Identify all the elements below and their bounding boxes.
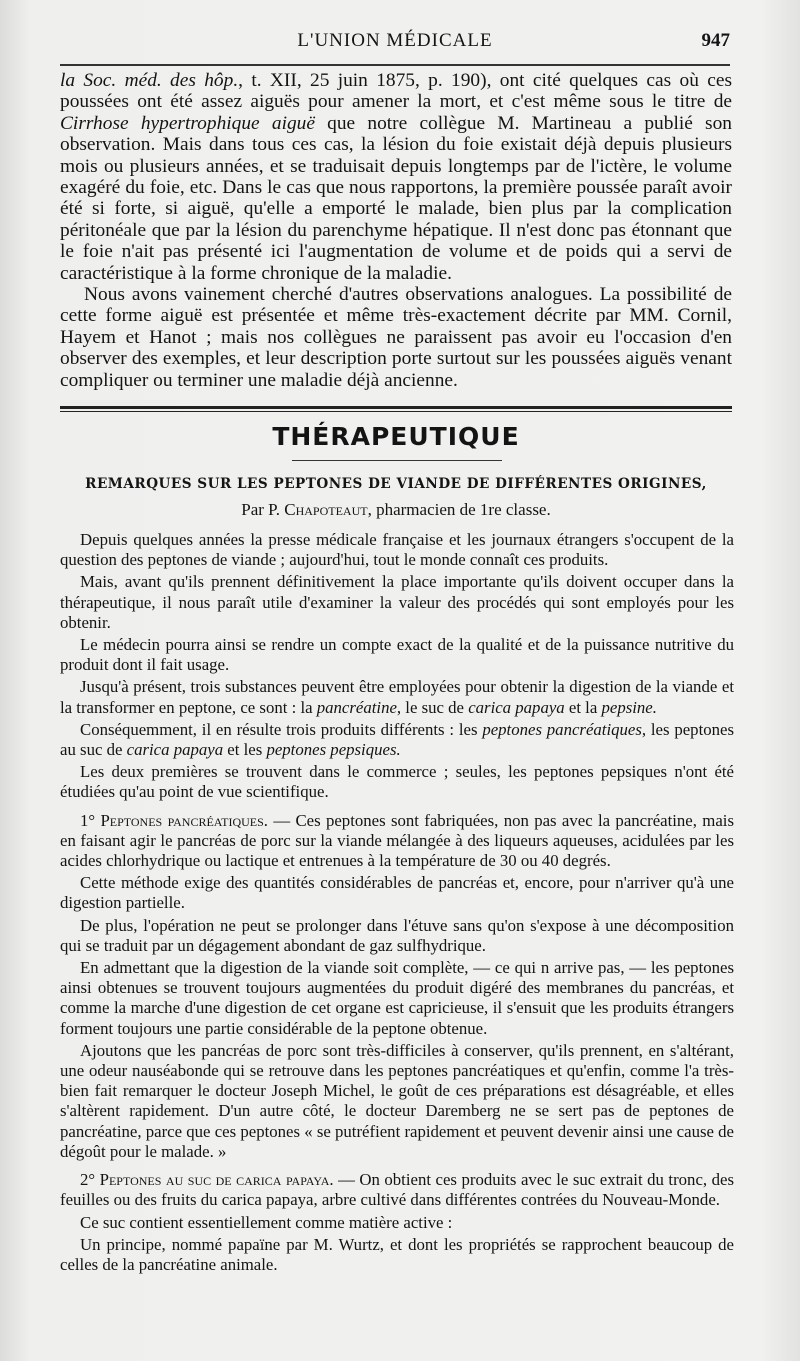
cited-title: Cirrhose hypertrophique aiguë — [60, 112, 315, 134]
header-rule — [60, 64, 730, 66]
paragraph — [60, 677, 734, 717]
term: peptones pepsiques. — [266, 740, 401, 760]
paragraph: Nous avons vainement cherché d'autres observations analogues. La possibilité de cette forme aiguë est présentée et même très-exactement décrite par MM. Cornil, Hayem et Hanot ; mais nos collègues ne paraissent pas avoir eu l'occasion d'en observer des exemples, et leur description porte surtout sur les poussées aiguës venant compliquer ou terminer une maladie déjà ancienne. — [60, 284, 732, 391]
paragraph: En admettant que la digestion de la viande soit complète, — ce qui n arrive pas, — les peptones ainsi obtenues se trouvent toujours augmentées du produit digéré des membranes du pancréas, et comme la marche d'une digestion de cet organe est capricieuse, il s'ensuit que les produits étrangers forment toujours une partie considérable de la peptone obtenue. — [60, 958, 734, 1038]
text-run: Jusqu'à présent, trois substances peuvent être employées pour obtenir la digestion de la viande et la transformer en peptone, ce sont : la — [60, 677, 734, 717]
text-run: , les peptones au suc de — [60, 719, 734, 760]
paragraph — [60, 720, 734, 760]
text-run: — Ces peptones sont fabriquées, non pas avec la pancréatine, mais en faisant agir le pancréas de porc sur la viande mélangée à des liqueurs aqueuses, acidulées par les acides chlorhydrique ou lactique et entrenues à la température de 30 ou 40 degrés. — [60, 810, 734, 871]
text-run: , le suc de — [396, 697, 469, 717]
text-run: et la — [564, 697, 602, 717]
text-run: que notre collègue M. Martineau a publié son observation. Mais dans tous ces cas, la lésion du foie existait déjà depuis plusieurs mois ou plusieurs années, et se traduisait depuis longtemps par de l'ictère, le volume exagéré du foie, etc. Dans le cas que nous rapportons, la première poussée paraît avoir été si forte, si aiguë, qu'elle a emporté le malade, bien plus par la complication péritonéale que par la lésion du parenchyme hépatique. Il n'est donc pas étonnant que le foie n'ait pas présenté ici l'augmentation de volume et de poids qui a servi de caractéristique à la forme chronique de la maladie. — [60, 112, 732, 284]
section-title: THÉRAPEUTIQUE — [272, 422, 520, 451]
term: carica papaya — [468, 697, 565, 717]
section-title-rule — [292, 460, 502, 461]
subsection-heading: 2° Peptones au suc de carica papaya. — [80, 1170, 334, 1190]
paragraph — [60, 1170, 734, 1210]
paragraph: Ce suc contient essentiellement comme matière active : — [80, 1212, 453, 1232]
paragraph — [60, 70, 732, 284]
text-run: et les — [223, 740, 267, 760]
text-run: , t. XII, 25 juin 1875, p. 190), ont cité quelques cas où ces poussées ont été assez aiguës pour amener la mort, et c'est même sous le titre de — [60, 70, 732, 113]
text-run: Conséquemment, il en résulte trois produits différents : les — [80, 719, 483, 739]
byline-prefix: Par P. — [241, 500, 285, 519]
section-rule-thick — [60, 406, 732, 409]
paragraph: De plus, l'opération ne peut se prolonger dans l'étuve sans qu'on s'expose à une décomposition qui se traduit par un dégagement abondant de gaz sulfhydrique. — [60, 915, 734, 955]
paragraph: Un principe, nommé papaïne par M. Wurtz, et dont les propriétés se rapprochent beaucoup de celles de la pancréatine animale. — [60, 1234, 734, 1274]
paragraph: Le médecin pourra ainsi se rendre un compte exact de la qualité et de la puissance nutritive du produit dont il fait usage. — [60, 635, 734, 675]
journal-title: L'UNION MÉDICALE — [297, 30, 493, 51]
running-head — [60, 30, 730, 56]
author-name: Chapoteaut — [284, 500, 368, 519]
paragraph: Les deux premières se trouvent dans le commerce ; seules, les peptones pepsiques n'ont été étudiées qu'au point de vue scientifique. — [60, 762, 734, 802]
byline — [60, 500, 732, 520]
previous-article-text — [60, 70, 732, 391]
term: pepsine. — [601, 697, 657, 717]
citation-source: la Soc. méd. des hôp. — [60, 70, 239, 91]
paragraph — [60, 811, 734, 872]
paragraph: Mais, avant qu'ils prennent définitivement la place importante qu'ils doivent occuper dans la thérapeutique, il nous paraît utile d'examiner la valeur des procédés qui sont employés pour les obtenir. — [60, 572, 734, 632]
text-run: — On obtient ces produits avec le suc extrait du tronc, des feuilles ou des fruits du carica papaya, arbre cultivé dans différentes contrées du Nouveau-Monde. — [60, 1170, 734, 1210]
term: peptones pancréatiques — [482, 719, 642, 739]
paragraph: Cette méthode exige des quantités considérables de pancréas et, encore, pour n'arriver qu'à une digestion partielle. — [60, 873, 734, 913]
article-title: REMARQUES SUR LES PEPTONES DE VIANDE DE DIFFÉRENTES ORIGINES, — [85, 476, 707, 492]
subsection-heading: 1° Peptones pancréatiques. — [80, 810, 268, 830]
paragraph: Ajoutons que les pancréas de porc sont très-difficiles à conserver, qu'ils prennent, en s'altérant, une odeur nauséabonde qui se retrouve dans les peptones pancréatiques et qu'enfin, comme l'a très-bien fait remarquer le docteur Joseph Michel, le goût de ces préparations est désagréable, et elles s'altèrent rapidement. D'un autre côté, le docteur Daremberg ne se sert pas de peptones de pancréatine, parce que ces peptones « se putréfient rapidement et peuvent devenir ainsi une cause de dégoût pour le malade. » — [60, 1040, 734, 1161]
section-rule-thin — [60, 411, 732, 412]
paragraph: Depuis quelques années la presse médicale française et les journaux étrangers s'occupent de la question des peptones de viande ; aujourd'hui, tout le monde connaît ces produits. — [60, 530, 734, 570]
byline-suffix: , pharmacien de 1re classe. — [367, 500, 551, 519]
term: pancréatine — [316, 697, 397, 717]
term: carica papaya — [126, 740, 224, 760]
article-body — [60, 530, 734, 1277]
page-number: 947 — [701, 30, 730, 51]
